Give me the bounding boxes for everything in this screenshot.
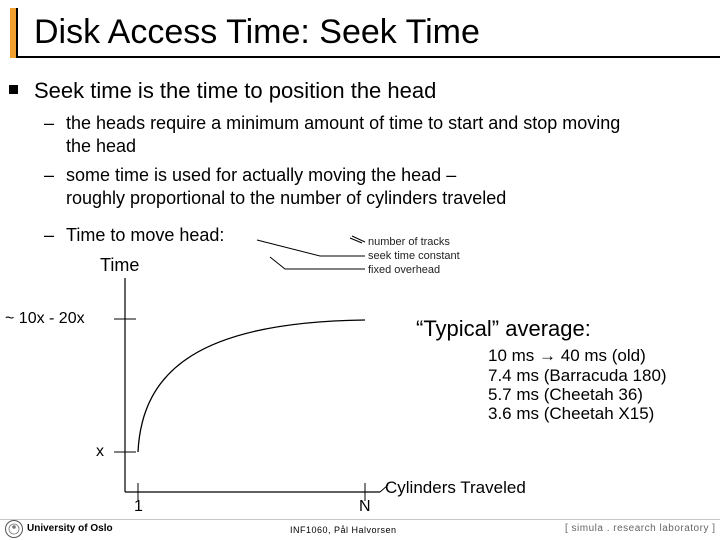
main-bullet: Seek time is the time to position the head [34,78,437,103]
sub-bullet-dash: – [44,225,55,245]
leader-seek-time-constant [257,240,365,256]
footer-divider [0,519,720,520]
sub-bullet-dash: – [44,165,55,185]
x-axis-label: Cylinders Traveled [385,478,526,497]
annotation-number-of-tracks: number of tracks [368,236,450,248]
annotation-seek-time-constant: seek time constant [368,250,460,262]
sub-bullet-3-line1: Time to move head: [66,225,225,245]
footer-course: INF1060, Pål Halvorsen [290,525,397,535]
typical-line-3: 5.7 ms (Cheetah 36) [488,385,643,404]
leader-number-of-tracks-end [350,238,362,243]
sub-bullet-1-line2: the head [66,136,137,156]
y-tick-top-label: ~ 10x - 20x [5,310,85,327]
sub-bullet-1-line1: the heads require a minimum amount of time to start and stop moving [66,113,621,133]
sub-bullet-2-line2: roughly proportional to the number of cylinders traveled [66,188,507,208]
sub-bullet-2-line1: some time is used for actually moving the head – [66,165,457,185]
y-tick-bottom-label: x [96,443,104,460]
slide-title: Disk Access Time: Seek Time [34,13,480,51]
footer-university: University of Oslo [27,523,113,534]
annotation-fixed-overhead: fixed overhead [368,264,441,276]
leader-fixed-overhead [270,257,365,269]
y-axis-label: Time [100,255,140,275]
typical-line-1: 10 ms → 40 ms (old) [488,346,646,365]
typical-line-2: 7.4 ms (Barracuda 180) [488,366,667,385]
x-tick-right-label: N [359,498,371,515]
university-seal-icon [4,519,24,539]
typical-line-4: 3.6 ms (Cheetah X15) [488,404,655,423]
sub-bullet-dash: – [44,113,55,133]
footer-simula-logo: [ simula . research laboratory ] [565,523,716,534]
seek-curve [138,320,365,452]
x-tick-left-label: 1 [134,498,143,515]
typical-heading: “Typical” average: [416,316,591,341]
